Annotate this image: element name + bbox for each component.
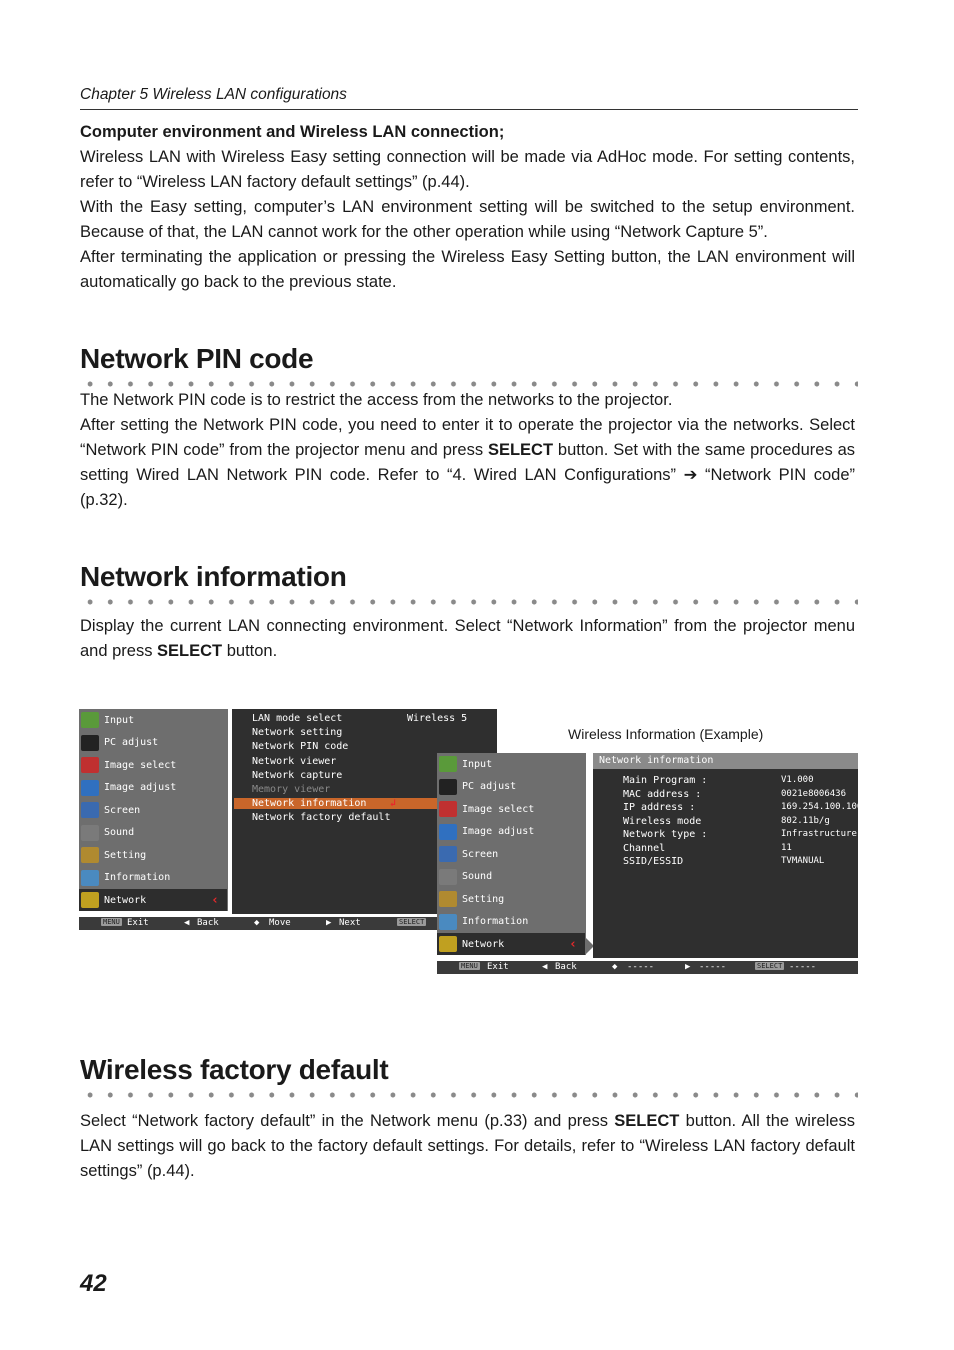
submenu-item-network-setting[interactable]: Network setting <box>252 727 343 739</box>
menu-item-label: Sound <box>104 827 135 838</box>
menu-item-label: Screen <box>462 848 499 860</box>
menu-item-label: Image adjust <box>462 826 535 837</box>
back-label: Back <box>555 962 577 972</box>
section-title-pin: Network PIN code <box>80 343 314 374</box>
info-panel-header: Network information <box>593 753 858 769</box>
chevron-left-icon: ‹ <box>211 892 219 908</box>
menu-item-pc-adjust[interactable] <box>79 732 227 754</box>
select-key-icon: SELECT <box>399 918 425 926</box>
status-bar-right <box>437 961 858 974</box>
info-value: Infrastructure <box>781 829 857 839</box>
menu-item-image-adjust[interactable] <box>79 777 227 799</box>
network-information-panel <box>593 753 863 958</box>
submenu-item-network-information[interactable]: Network information <box>252 798 367 810</box>
info-value: 169.254.100.100 <box>781 802 863 812</box>
info-label: Channel <box>623 842 666 854</box>
enter-icon: ↲ <box>390 798 397 809</box>
chapter-header: Chapter 5 Wireless LAN configurations <box>80 86 347 103</box>
dash-label: ----- <box>789 962 817 972</box>
pin-p1: The Network PIN code is to restrict the access from the networks to the projector. <box>80 391 673 409</box>
menu-item-label: Image select <box>462 803 535 815</box>
menu-item-information[interactable] <box>79 867 227 889</box>
menu-item-label: Screen <box>104 804 141 816</box>
next-label: Next <box>339 918 361 928</box>
menu-item-label: Setting <box>462 893 505 905</box>
menu-item-label: Image adjust <box>104 782 177 793</box>
next-arrow-icon: ▶ <box>685 962 691 972</box>
submenu-item-network-capture[interactable]: Network capture <box>252 769 343 781</box>
menu-item-screen[interactable] <box>79 799 227 821</box>
info-value: 11 <box>781 842 792 853</box>
info-value: 0021e8006436 <box>781 788 847 799</box>
menu-item-sound[interactable] <box>437 866 585 888</box>
network-icon <box>439 936 457 952</box>
menu-item-label: Sound <box>462 871 493 882</box>
info-value: V1.000 <box>781 775 814 785</box>
info-paragraph: Display the current LAN connecting environment. Select “Network Information” from the projector menu and press SELECT button. <box>80 617 855 660</box>
intro-p2: With the Easy setting, computer’s LAN environment setting will be switched to the setup environment. Because of that, the LAN cannot work for the other operation while using “Network Capture 5”. <box>80 198 855 241</box>
dash-label: ----- <box>627 962 655 972</box>
back-arrow-icon: ◀ <box>184 918 190 928</box>
factory-paragraph: Select “Network factory default” in the Network menu (p.33) and press SELECT button. All the wireless LAN settings will go back to the factory default settings. For details, refer to “Wireless LAN factory default settings” (p.44). <box>80 1112 855 1180</box>
menu-item-image-select[interactable] <box>437 798 585 820</box>
menu-item-screen[interactable] <box>437 843 585 865</box>
image-select-icon <box>81 757 99 773</box>
dotted-divider <box>80 1092 858 1098</box>
chevron-left-icon: ‹ <box>569 936 577 952</box>
intro-heading: Computer environment and Wireless LAN connection; <box>80 123 505 141</box>
input-icon <box>81 712 99 728</box>
submenu-item-network-factory-default[interactable]: Network factory default <box>252 812 391 824</box>
back-label: Back <box>197 918 219 928</box>
info-value: 802.11b/g <box>781 815 830 826</box>
menu-key-icon: MENU <box>103 918 120 926</box>
menu-item-network[interactable] <box>79 889 227 911</box>
menu-item-image-adjust[interactable] <box>437 821 585 843</box>
setting-icon <box>81 847 99 863</box>
page-number: 42 <box>80 1270 107 1297</box>
menu-item-input[interactable] <box>79 709 227 731</box>
info-label: SSID/ESSID <box>623 856 684 867</box>
menu-item-label: Network <box>104 894 147 906</box>
info-label: IP address : <box>623 802 696 813</box>
menu-item-label: Setting <box>104 849 147 861</box>
menu-item-setting[interactable] <box>437 888 585 910</box>
menu-item-pc-adjust[interactable] <box>437 776 585 798</box>
menu-item-label: Network <box>462 938 505 950</box>
header-rule <box>80 109 858 110</box>
dash-label: ----- <box>699 962 727 972</box>
menu-item-label: Information <box>462 916 529 927</box>
menu-item-label: Input <box>462 758 493 770</box>
main-menu-left <box>79 709 228 911</box>
info-label: Main Program : <box>623 775 708 786</box>
submenu-item-network-viewer[interactable]: Network viewer <box>252 755 337 767</box>
menu-item-input[interactable] <box>437 753 585 775</box>
section-title-factory: Wireless factory default <box>80 1054 389 1085</box>
information-icon <box>81 870 99 886</box>
pc-adjust-icon <box>81 735 99 751</box>
menu-key-icon: MENU <box>461 962 478 970</box>
network-icon <box>81 892 99 908</box>
menu-item-network[interactable] <box>437 933 585 955</box>
dotted-divider <box>80 599 858 605</box>
sound-icon <box>439 869 457 885</box>
intro-p1: Wireless LAN with Wireless Easy setting connection will be made via AdHoc mode. For setting contents, refer to “Wireless LAN factory default settings” (p.44). <box>80 148 855 191</box>
sound-icon <box>81 825 99 841</box>
menu-item-information[interactable] <box>437 911 585 933</box>
move-arrows-icon: ◆ <box>254 918 260 928</box>
menu-item-label: PC adjust <box>104 737 159 748</box>
screen-icon <box>81 802 99 818</box>
menu-item-label: Information <box>104 872 171 883</box>
move-label: Move <box>269 918 291 928</box>
screen-icon <box>439 846 457 862</box>
back-arrow-icon: ◀ <box>542 962 548 972</box>
info-label: Wireless mode <box>623 815 702 827</box>
select-key-icon: SELECT <box>757 962 783 970</box>
intro-p3: After terminating the application or pressing the Wireless Easy Setting button, the LAN environment will automatically go back to the previous state. <box>80 248 855 291</box>
main-menu-right <box>437 753 586 955</box>
next-arrow-icon: ▶ <box>326 918 332 928</box>
info-label: Network type : <box>623 829 708 840</box>
menu-item-label: Image select <box>104 759 177 771</box>
menu-item-image-select[interactable] <box>79 754 227 776</box>
menu-item-label: Input <box>104 714 135 726</box>
lan-mode-value: Wireless 5 <box>407 713 468 724</box>
image-adjust-icon <box>81 780 99 796</box>
info-value: TVMANUAL <box>781 856 825 866</box>
submenu-item-network-pin-code[interactable]: Network PIN code <box>252 741 349 753</box>
input-icon <box>439 756 457 772</box>
menu-item-sound[interactable] <box>79 822 227 844</box>
information-icon <box>439 914 457 930</box>
image-select-icon <box>439 801 457 817</box>
menu-item-label: PC adjust <box>462 781 517 792</box>
dotted-divider <box>80 381 858 387</box>
status-bar-left <box>79 917 439 930</box>
menu-item-setting[interactable] <box>79 844 227 866</box>
submenu-item-lan-mode-select[interactable]: LAN mode select <box>252 713 343 724</box>
exit-label: Exit <box>127 918 149 928</box>
exit-label: Exit <box>487 962 509 972</box>
submenu-item-memory-viewer[interactable]: Memory viewer <box>252 784 331 795</box>
move-arrows-icon: ◆ <box>612 962 618 972</box>
pin-p2: After setting the Network PIN code, you need to enter it to operate the projector via the networks. Select “Network PIN code” from the projector menu and press SELECT button. Set with the same procedures as setting Wired LAN Network PIN code. Refer to “4. Wired LAN Configurations” ➔ “Network PIN code” (p.32). <box>80 416 855 509</box>
figure-caption: Wireless Information (Example) <box>568 726 764 742</box>
section-title-info: Network information <box>80 561 347 592</box>
pc-adjust-icon <box>439 779 457 795</box>
setting-icon <box>439 891 457 907</box>
info-label: MAC address : <box>623 788 702 800</box>
image-adjust-icon <box>439 824 457 840</box>
